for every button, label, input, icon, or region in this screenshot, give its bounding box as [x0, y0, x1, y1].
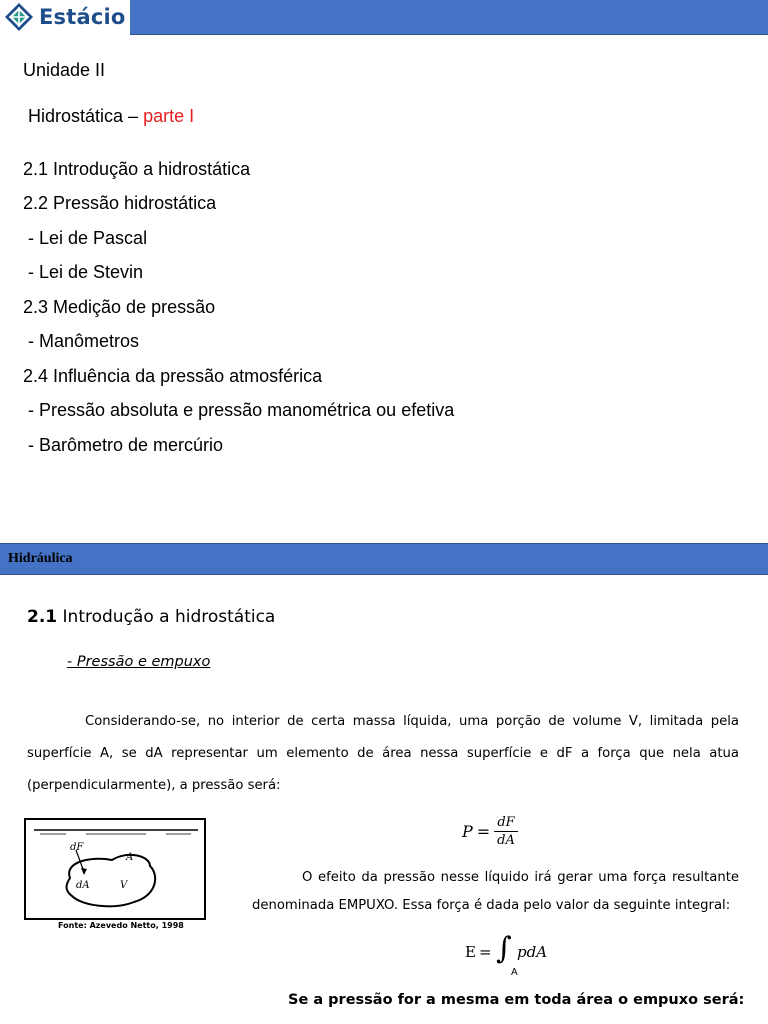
- integral-subscript: A: [511, 967, 518, 978]
- outline-item: - Barômetro de mercúrio: [28, 435, 224, 455]
- outline-item: 2.2 Pressão hidrostática: [23, 193, 217, 213]
- empuxo-formula: [465, 931, 575, 981]
- brand-name: Estácio: [39, 5, 126, 29]
- section-name: Introdução a hidrostática: [57, 607, 276, 627]
- intro-paragraph: Considerando-se, no interior de certa massa líquida, uma porção de volume V, limitada pela superfície A, se dA representar um elemento de área nessa superfície e dF a força que nela atua (perpendicularmente), a pressão será:: [27, 714, 739, 793]
- section-title: [27, 607, 275, 627]
- estacio-diamond-logo-icon: [4, 2, 34, 32]
- empuxo-eq: =: [479, 943, 492, 961]
- pressure-figure: [24, 818, 206, 920]
- formula-eq: =: [476, 822, 491, 841]
- outline-item: - Manômetros: [28, 331, 140, 351]
- unit-title: Unidade II: [23, 60, 106, 80]
- formula-fraction: [494, 814, 518, 849]
- empuxo-lhs: E: [465, 943, 476, 961]
- closing-sentence: Se a pressão for a mesma em toda área o empuxo será:: [288, 992, 745, 1008]
- liquid-body-illustration: [26, 820, 204, 918]
- pressure-formula: [462, 814, 518, 849]
- slide-header-label: Hidráulica: [8, 551, 73, 566]
- formula-numerator: dF: [494, 814, 517, 832]
- topic-title: [28, 106, 194, 127]
- figure-caption: Fonte: Azevedo Netto, 1998: [58, 921, 184, 930]
- outline-item: 2.4 Influência da pressão atmosférica: [23, 366, 323, 386]
- outline-item: 2.1 Introdução a hidrostática: [23, 159, 251, 179]
- label-dF: dF: [70, 842, 84, 853]
- formula-denominator: dA: [497, 833, 515, 848]
- integral-sign: ∫: [496, 931, 512, 966]
- outline-item: - Lei de Pascal: [28, 228, 148, 248]
- brand-logo: [4, 2, 126, 32]
- empuxo-paragraph: O efeito da pressão nesse líquido irá gerar uma força resultante denominada EMPUXO. Essa força é dada pelo valor da seguinte integral:: [252, 870, 739, 913]
- topic-part: parte I: [143, 106, 195, 126]
- slide-outline: [0, 34, 768, 542]
- header-bar: [130, 0, 768, 35]
- integrand: pdA: [517, 943, 548, 961]
- subsection-title: - Pressão e empuxo: [67, 654, 211, 670]
- slide-header-bar: [0, 543, 768, 575]
- topic-main: Hidrostática –: [28, 106, 144, 126]
- label-A: A: [126, 852, 134, 863]
- label-dA: dA: [76, 880, 90, 891]
- top-header: [0, 0, 768, 34]
- outline-item: - Pressão absoluta e pressão manométrica ou efetiva: [28, 400, 455, 420]
- label-V: V: [120, 880, 128, 891]
- outline-item: - Lei de Stevin: [28, 262, 144, 282]
- outline-item: 2.3 Medição de pressão: [23, 297, 216, 317]
- section-number: 2.1: [27, 607, 58, 627]
- formula-lhs: P: [462, 822, 473, 841]
